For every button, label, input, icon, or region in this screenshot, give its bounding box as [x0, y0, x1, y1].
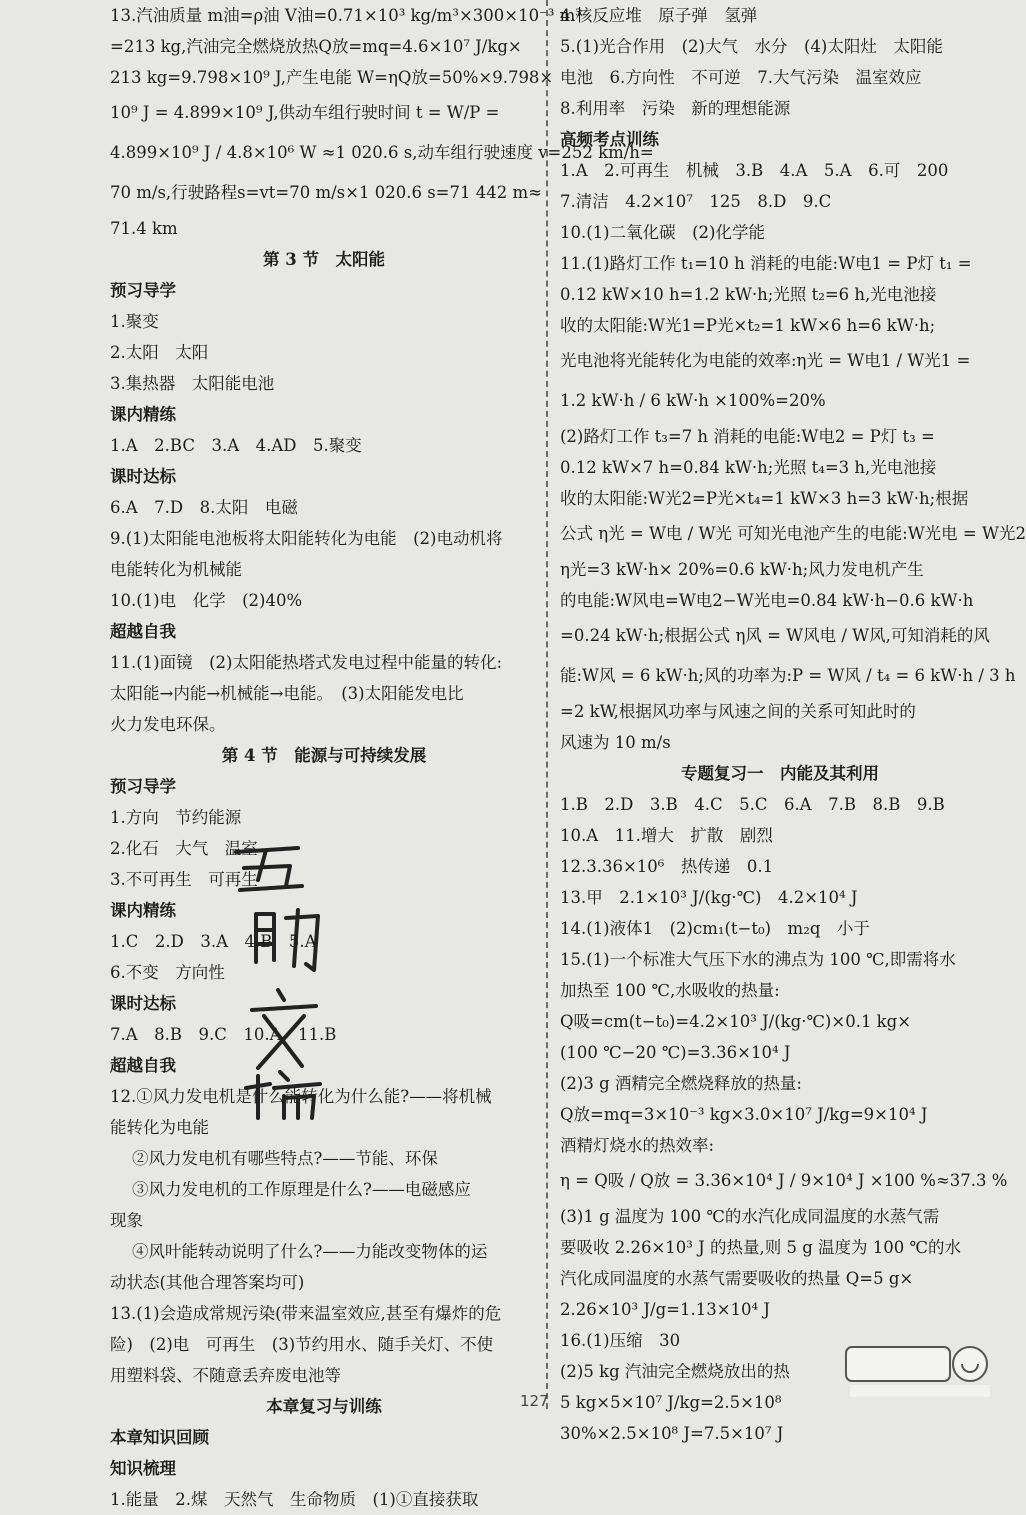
answer-line: 加热至 100 ℃,水吸收的热量:	[560, 981, 780, 1000]
answer-line: 7.清洁 4.2×10⁷ 125 8.D 9.C	[560, 192, 832, 211]
answer-line: 5 kg×5×10⁷ J/kg=2.5×10⁸	[560, 1393, 782, 1412]
text-line: 71.4 km	[110, 219, 178, 238]
answer-line: 要吸收 2.26×10³ J 的热量,则 5 g 温度为 100 ℃的水	[560, 1238, 962, 1257]
answer-line: 7.A 8.B 9.C 10.A 11.B	[110, 1025, 337, 1044]
answer-line: 4.核反应堆 原子弹 氢弹	[560, 6, 758, 25]
handwritten-signature	[228, 840, 338, 1120]
watermark-logo	[844, 1343, 994, 1399]
text-line: 13.汽油质量 m油=ρ油 V油=0.71×10³ kg/m³×300×10⁻³ m³	[110, 6, 582, 25]
answer-line: 0.12 kW×7 h=0.84 kW·h;光照 t₄=3 h,光电池接	[560, 458, 937, 477]
text-line: 4.899×10⁹ J / 4.8×10⁶ W ≈1 020.6 s,动车组行驶速度 v=252 km/h=	[110, 143, 654, 162]
answer-line: 能:W风 = 6 kW·h;风的功率为:P = W风 / t₄ = 6 kW·h / 3 h	[560, 666, 1016, 685]
subsection-heading: 知识梳理	[110, 1459, 176, 1478]
answer-line: 11.(1)路灯工作 t₁=10 h 消耗的电能:W电1 = P灯 t₁ =	[560, 254, 972, 273]
answer-line: (3)1 g 温度为 100 ℃的水汽化成同温度的水蒸气需	[560, 1207, 940, 1226]
text-line: 70 m/s,行驶路程s=vt=70 m/s×1 020.6 s=71 442 m≈	[110, 183, 542, 202]
section-heading: 第 4 节 能源与可持续发展	[221, 746, 427, 765]
text-line: 213 kg=9.798×10⁹ J,产生电能 W=ηQ放=50%×9.798×	[110, 68, 554, 87]
answer-line: 14.(1)液体1 (2)cm₁(t−t₀) m₂q 小于	[560, 919, 870, 938]
answer-line: 1.A 2.BC 3.A 4.AD 5.聚变	[110, 436, 362, 455]
answer-line: 的电能:W风电=W电2−W光电=0.84 kW·h−0.6 kW·h	[560, 591, 974, 610]
answer-line: 10.A 11.增大 扩散 剧烈	[560, 826, 773, 845]
answer-line: η = Q吸 / Q放 = 3.36×10⁴ J / 9×10⁴ J ×100 %≈37.3 %	[560, 1171, 1008, 1190]
answer-line: ④风叶能转动说明了什么?——力能改变物体的运	[132, 1242, 488, 1261]
answer-line: 12.3.36×10⁶ 热传递 0.1	[560, 857, 774, 876]
answer-line: 动状态(其他合理答案均可)	[110, 1273, 305, 1292]
answer-line: 公式 η光 = W电 / W光 可知光电池产生的电能:W光电 = W光2	[560, 524, 1026, 543]
answer-line: ②风力发电机有哪些特点?——节能、环保	[132, 1149, 438, 1168]
answer-line: 火力发电环保。	[110, 715, 226, 734]
answer-line: 现象	[110, 1211, 143, 1230]
answer-line: =2 kW,根据风功率与风速之间的关系可知此时的	[560, 702, 916, 721]
answer-line: 电能转化为机械能	[110, 560, 242, 579]
answer-line: Q吸=cm(t−t₀)=4.2×10³ J/(kg·℃)×0.1 kg×	[560, 1012, 912, 1031]
subsection-heading: 预习导学	[110, 281, 176, 300]
text-line: =213 kg,汽油完全燃烧放热Q放=mq=4.6×10⁷ J/kg×	[110, 37, 522, 56]
subsection-heading: 高频考点训练	[560, 130, 659, 149]
answer-line: 用塑料袋、不随意丢弃废电池等	[110, 1366, 341, 1385]
subsection-heading: 课内精练	[110, 901, 176, 920]
answer-line: 电池 6.方向性 不可逆 7.大气污染 温室效应	[560, 68, 922, 87]
answer-line: 1.能量 2.煤 天然气 生命物质 (1)①直接获取	[110, 1490, 479, 1509]
answer-line: (2)3 g 酒精完全燃烧释放的热量:	[560, 1074, 802, 1093]
answer-line: η光=3 kW·h× 20%=0.6 kW·h;风力发电机产生	[560, 560, 924, 579]
answer-line: 险) (2)电 可再生 (3)节约用水、随手关灯、不使	[110, 1335, 494, 1354]
subsection-heading: 课内精练	[110, 405, 176, 424]
section-heading: 专题复习一 内能及其利用	[681, 764, 879, 783]
subsection-heading: 超越自我	[110, 1056, 176, 1075]
subsection-heading: 课时达标	[110, 467, 176, 486]
answer-line: 13.(1)会造成常规污染(带来温室效应,甚至有爆炸的危	[110, 1304, 502, 1323]
answer-line: 酒精灯烧水的热效率:	[560, 1136, 715, 1155]
answer-line: 1.聚变	[110, 312, 159, 331]
answer-line: 汽化成同温度的水蒸气需要吸收的热量 Q=5 g×	[560, 1269, 914, 1288]
answer-line: 15.(1)一个标准大气压下水的沸点为 100 ℃,即需将水	[560, 950, 956, 969]
answer-line: 2.化石 大气 温室	[110, 839, 258, 858]
answer-line: 3.集热器 太阳能电池	[110, 374, 275, 393]
answer-line: 8.利用率 污染 新的理想能源	[560, 99, 791, 118]
answer-line: 1.方向 节约能源	[110, 808, 242, 827]
page-number: 127	[520, 1392, 549, 1410]
answer-line: 太阳能→内能→机械能→电能。 (3)太阳能发电比	[110, 684, 464, 703]
column-divider	[546, 0, 548, 1409]
answer-line: (2)5 kg 汽油完全燃烧放出的热	[560, 1362, 790, 1381]
answer-line: Q放=mq=3×10⁻³ kg×3.0×10⁷ J/kg=9×10⁴ J	[560, 1105, 928, 1124]
answer-line: 12.①风力发电机是什么能转化为什么能?——将机械	[110, 1087, 492, 1106]
section-heading: 本章复习与训练	[266, 1397, 382, 1416]
answer-line: ③风力发电机的工作原理是什么?——电磁感应	[132, 1180, 471, 1199]
answer-line: 1.2 kW·h / 6 kW·h ×100%=20%	[560, 391, 826, 410]
subsection-heading: 预习导学	[110, 777, 176, 796]
answer-line: 11.(1)面镜 (2)太阳能热塔式发电过程中能量的转化:	[110, 653, 503, 672]
subsection-heading: 本章知识回顾	[110, 1428, 209, 1447]
answer-line: 1.A 2.可再生 机械 3.B 4.A 5.A 6.可 200	[560, 161, 949, 180]
answer-line: 收的太阳能:W光2=P光×t₄=1 kW×3 h=3 kW·h;根据	[560, 489, 969, 508]
answer-line: 10.(1)二氧化碳 (2)化学能	[560, 223, 765, 242]
answer-line: 1.C 2.D 3.A 4.B 5.A	[110, 932, 317, 951]
answer-line: 能转化为电能	[110, 1118, 209, 1137]
answer-line: 0.12 kW×10 h=1.2 kW·h;光照 t₂=6 h,光电池接	[560, 285, 937, 304]
answer-line: 2.26×10³ J/g=1.13×10⁴ J	[560, 1300, 771, 1319]
answer-line: 风速为 10 m/s	[560, 733, 671, 752]
answer-line: 3.不可再生 可再生	[110, 870, 258, 889]
section-heading: 第 3 节 太阳能	[263, 250, 385, 269]
answer-line: (2)路灯工作 t₃=7 h 消耗的电能:W电2 = P灯 t₃ =	[560, 427, 935, 446]
answer-line: 13.甲 2.1×10³ J/(kg·℃) 4.2×10⁴ J	[560, 888, 858, 907]
right-column	[560, 0, 1026, 1449]
answer-line: 16.(1)压缩 30	[560, 1331, 681, 1350]
answer-line: 光电池将光能转化为电能的效率:η光 = W电1 / W光1 =	[560, 351, 971, 370]
answer-line: 30%×2.5×10⁸ J=7.5×10⁷ J	[560, 1424, 784, 1443]
answer-line: =0.24 kW·h;根据公式 η风 = W风电 / W风,可知消耗的风	[560, 626, 990, 645]
answer-line: 6.不变 方向性	[110, 963, 225, 982]
answer-line: 收的太阳能:W光1=P光×t₂=1 kW×6 h=6 kW·h;	[560, 316, 936, 335]
answer-line: 10.(1)电 化学 (2)40%	[110, 591, 303, 610]
text-line: 10⁹ J = 4.899×10⁹ J,供动车组行驶时间 t = W/P =	[110, 103, 500, 122]
answer-line: 9.(1)太阳能电池板将太阳能转化为电能 (2)电动机将	[110, 529, 503, 548]
subsection-heading: 课时达标	[110, 994, 176, 1013]
answer-line: 6.A 7.D 8.太阳 电磁	[110, 498, 298, 517]
answer-line: 5.(1)光合作用 (2)大气 水分 (4)太阳灶 太阳能	[560, 37, 943, 56]
answer-line: 1.B 2.D 3.B 4.C 5.C 6.A 7.B 8.B 9.B	[560, 795, 945, 814]
answer-line: 2.太阳 太阳	[110, 343, 209, 362]
answer-line: (100 ℃−20 ℃)=3.36×10⁴ J	[560, 1043, 791, 1062]
subsection-heading: 超越自我	[110, 622, 176, 641]
